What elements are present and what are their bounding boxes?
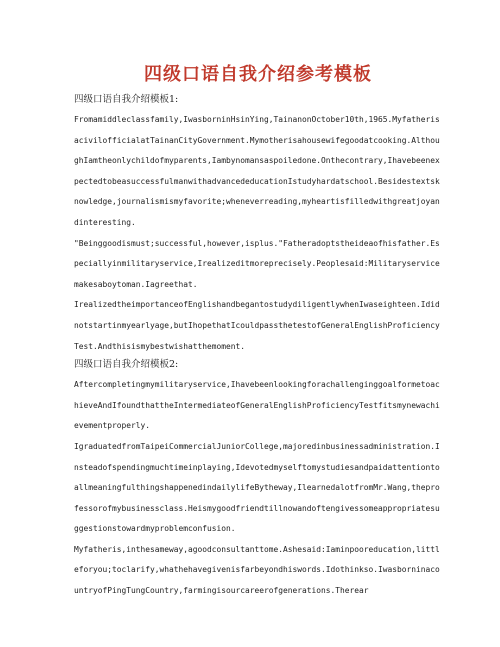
paragraph: "Beinggoodismust;successful,however,isplus."Fatheradoptstheideaofhisfather.Especiallyinmilitaryservice,Irealizeditmoreprecisely.Peoplesaid:Militaryservicemakesaboytoman.Iagreethat. [74, 238, 440, 289]
page-title: 四级口语自我介绍参考模板 [144, 64, 372, 85]
paragraph: Aftercompletingmymilitaryservice,IhavebeenlookingforachallenginggoalformetoachieveAndIfoundthattheIntermediateofGeneralEnglishProficiencyTestfitsmynewachievementproperly. [74, 380, 440, 431]
paragraph: Fromamiddleclassfamily,IwasborninHsinYing,TainanonOctober10th,1965.MyfatherisacivilofficialatTainanCityGovernment.Mymotherisahousewifegoodatcooking.AlthoughIamtheonlychildofmyparents,Iambynomansaspoiledone.Onthecontrary,IhavebeenexpectedtobeasuccessfulmanwithadvancededucationIstudyhardatschool.Besidestextsknowledge,journalismismyfavorite;wheneverreading,myheartisfilledwithgreatjoyandinteresting. [74, 115, 440, 227]
section-heading: 四级口语自我介绍模板1: [74, 94, 179, 105]
paragraph: IgraduatedfromTaipeiCommercialJuniorCollege,majoredinbusinessadministration.Insteadofspendingmuchtimeinplaying,IdevotedmyselftomystudiesandpaidattentiontoallmeaningfulthingshappenedindailylifeBytheway,IlearnedalotfromMr.Wang,theprofessorofmybusinessclass.Heismygoodfriendtillnowandoftengivessomeappropriatesuggestionstowardmyproblemconfusion. [74, 441, 440, 534]
section-1 [74, 92, 442, 357]
section-heading: 四级口语自我介绍模板2: [74, 359, 179, 371]
paragraph: Myfatheris,inthesameway,agoodconsultanttome.Ashesaid:Iaminpooreducation,littleforyou;toclarify,whathehavegivenisfarbeyondhiswords.Idothinkso.IwasborninacountryofPingTungCountry,farmingisourcareerofgenerations.Therear [74, 544, 440, 596]
section-2 [74, 357, 442, 602]
paragraph: IrealizedtheimportanceofEnglishandbegantostudydiligentlywhenIwaseighteen.Ididnotstartinmyearlyage,butIhopethatIcouldpassthetestofGeneralEnglishProficiencyTest.Andthisismybestwishatthemoment. [74, 300, 440, 351]
